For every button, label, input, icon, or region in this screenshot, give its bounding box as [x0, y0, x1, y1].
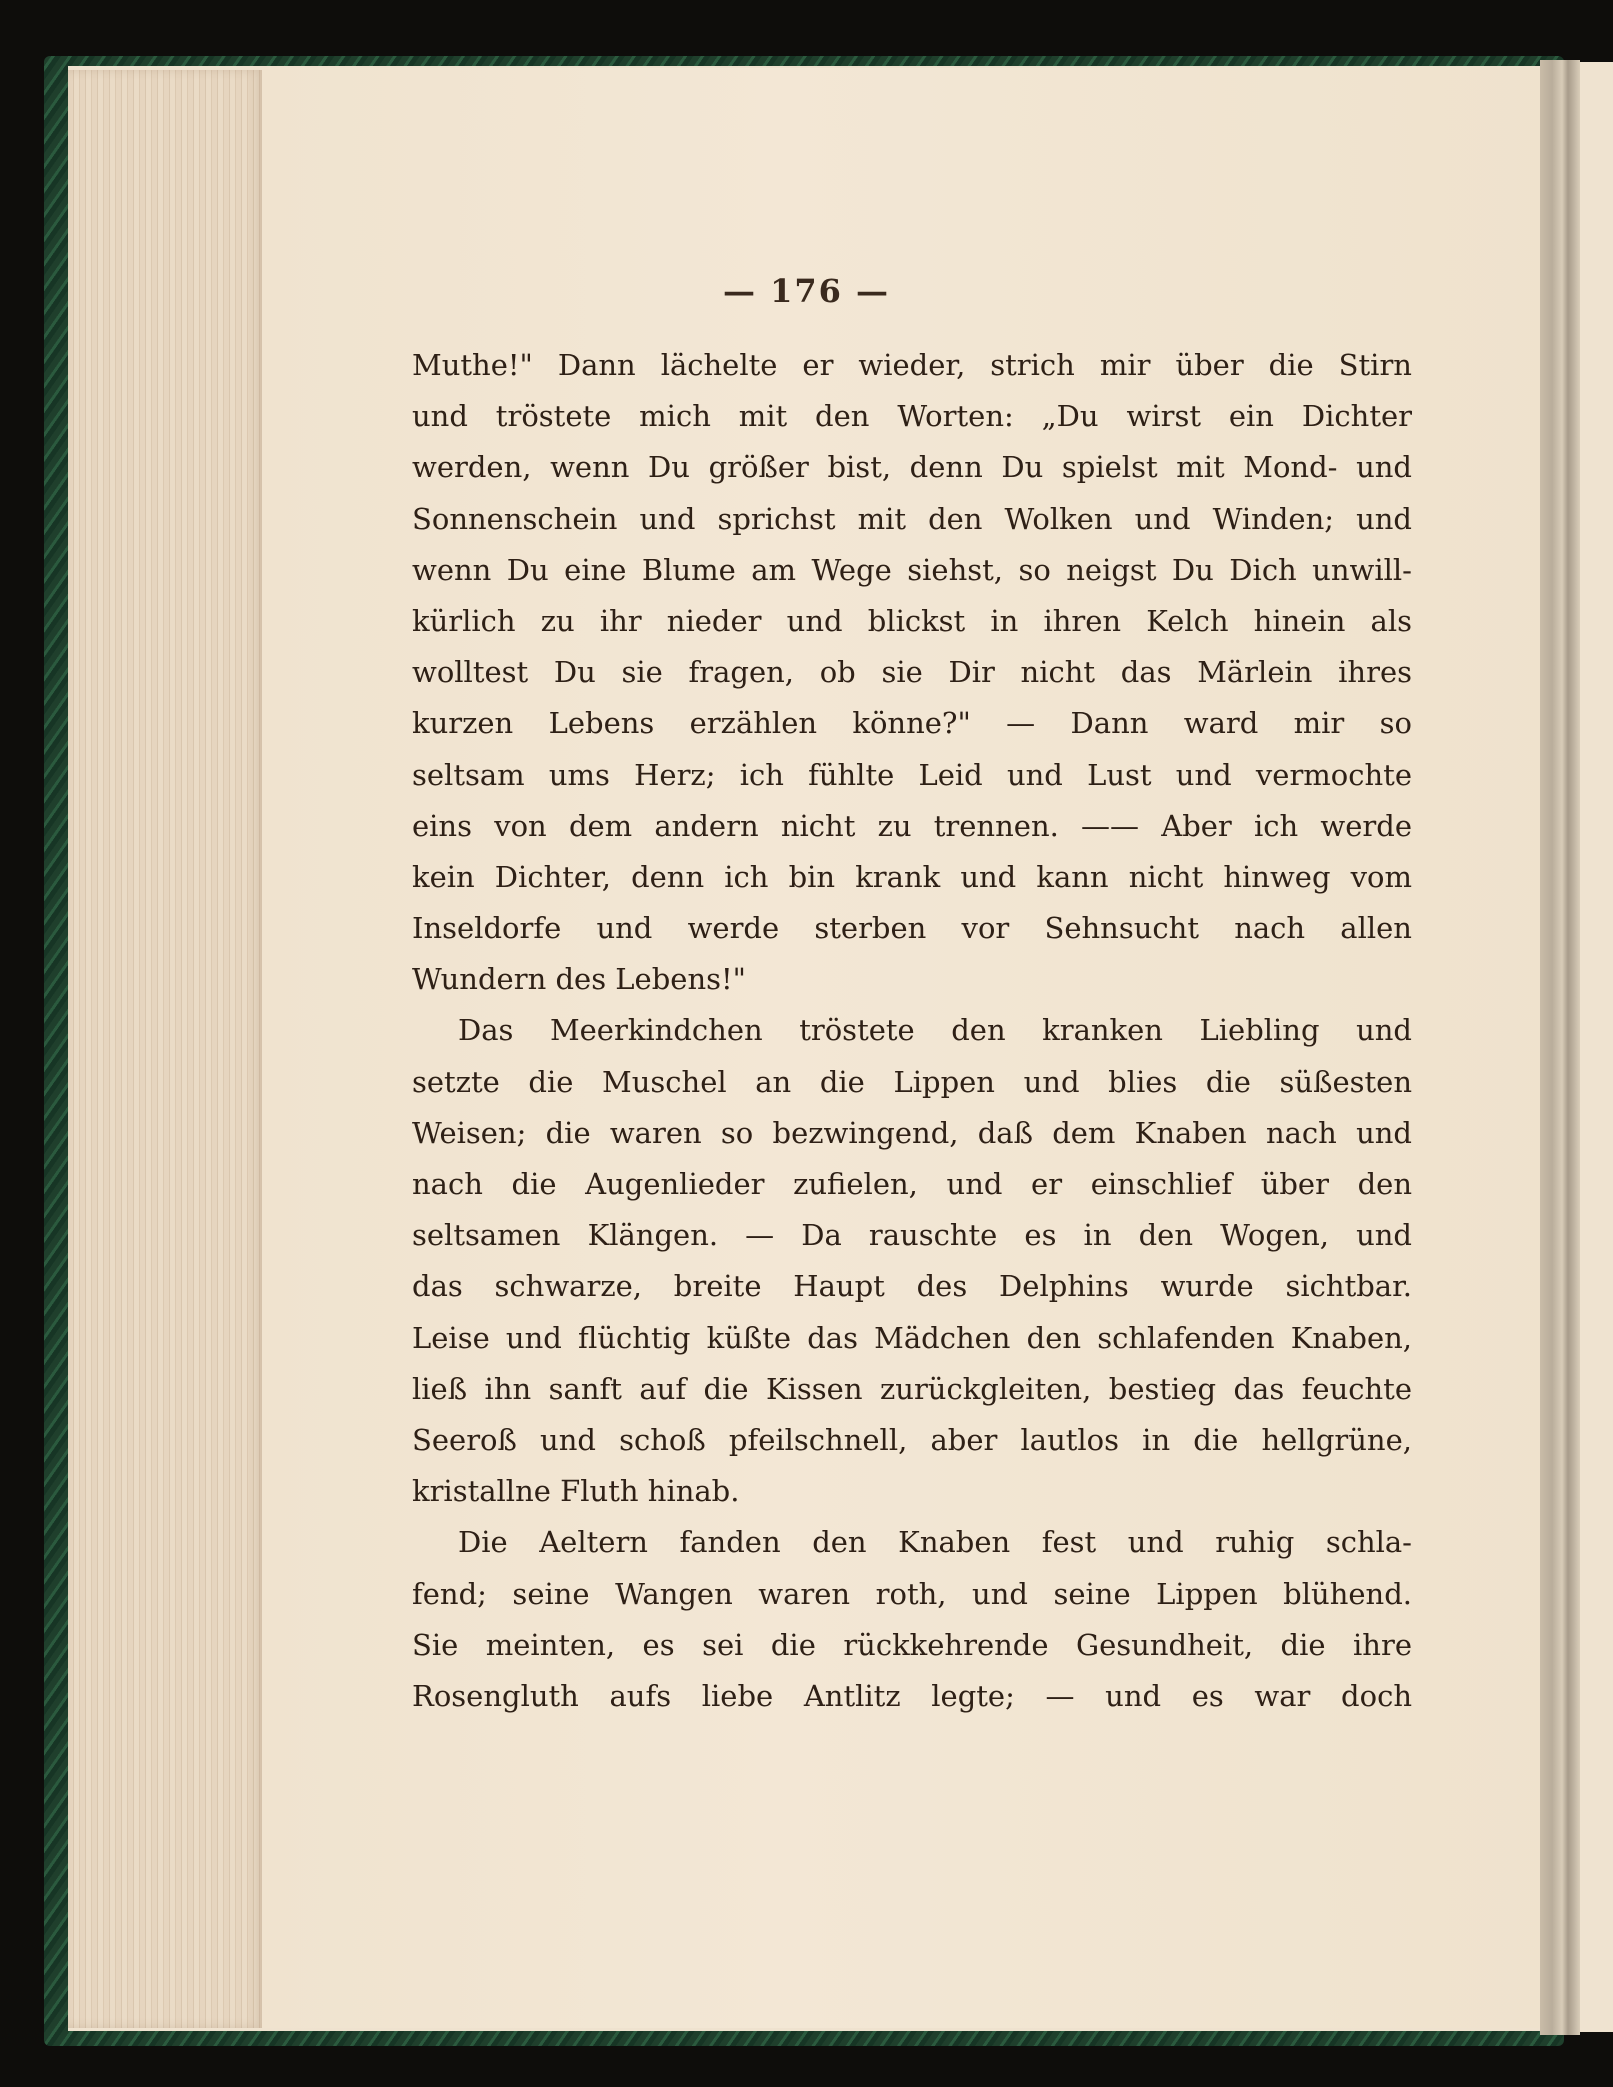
text-line: wolltest Du sie fragen, ob sie Dir nicht das Märlein ihres: [412, 655, 1412, 690]
text-line: eins von dem andern nicht zu trennen. —— Aber ich werde: [412, 808, 1412, 843]
text-line: Muthe!" Dann lächelte er wieder, strich mir über die Stirn: [412, 348, 1412, 382]
text-line: Das Meerkindchen tröstete den kranken Liebling und: [458, 1013, 1412, 1048]
next-page-edge: [1580, 62, 1613, 2032]
text-line: Weisen; die waren so bezwingend, daß dem Knaben nach und: [412, 1115, 1412, 1150]
text-line: Seeroß und schoß pfeilschnell, aber lautlos in die hellgrüne,: [412, 1422, 1412, 1457]
text-line: Wundern des Lebens!": [412, 962, 746, 997]
text-line: wenn Du eine Blume am Wege siehst, so neigst Du Dich unwill-: [412, 552, 1412, 587]
stacked-page-edges: [68, 70, 263, 2028]
page-text-body: [412, 340, 1412, 1722]
text-line: Die Aeltern fanden den Knaben fest und ruhig schla-: [458, 1525, 1412, 1560]
text-line: setzte die Muschel an die Lippen und blies die süßesten: [412, 1064, 1412, 1099]
text-line: fend; seine Wangen waren roth, und seine Lippen blühend.: [412, 1576, 1412, 1611]
text-line: Leise und flüchtig küßte das Mädchen den schlafenden Knaben,: [412, 1320, 1412, 1355]
text-line: und tröstete mich mit den Worten: „Du wirst ein Dichter: [412, 399, 1412, 434]
text-line: werden, wenn Du größer bist, denn Du spielst mit Mond- und: [412, 450, 1412, 485]
text-line: kürlich zu ihr nieder und blickst in ihren Kelch hinein als: [412, 603, 1412, 638]
text-line: Inseldorfe und werde sterben vor Sehnsucht nach allen: [412, 911, 1412, 946]
text-line: Sonnenschein und sprichst mit den Wolken und Winden; und: [412, 501, 1412, 536]
text-line: kurzen Lebens erzählen könne?" — Dann ward mir so: [412, 706, 1412, 741]
text-line: ließ ihn sanft auf die Kissen zurückgleiten, bestieg das feuchte: [412, 1371, 1412, 1406]
text-line: seltsam ums Herz; ich fühlte Leid und Lust und vermochte: [412, 757, 1412, 792]
book-gutter: [1540, 60, 1580, 2035]
text-line: das schwarze, breite Haupt des Delphins wurde sichtbar.: [412, 1269, 1412, 1304]
text-line: Sie meinten, es sei die rückkehrende Gesundheit, die ihre: [412, 1627, 1412, 1662]
text-line: kein Dichter, denn ich bin krank und kann nicht hinweg vom: [412, 859, 1412, 894]
page-number: — 176 —: [722, 272, 891, 310]
text-line: nach die Augenlieder zufielen, und er einschlief über den: [412, 1167, 1412, 1201]
text-line: seltsamen Klängen. — Da rauschte es in den Wogen, und: [412, 1218, 1412, 1253]
text-line: kristallne Fluth hinab.: [412, 1474, 740, 1509]
text-line: Rosengluth aufs liebe Antlitz legte; — und es war doch: [412, 1678, 1412, 1713]
